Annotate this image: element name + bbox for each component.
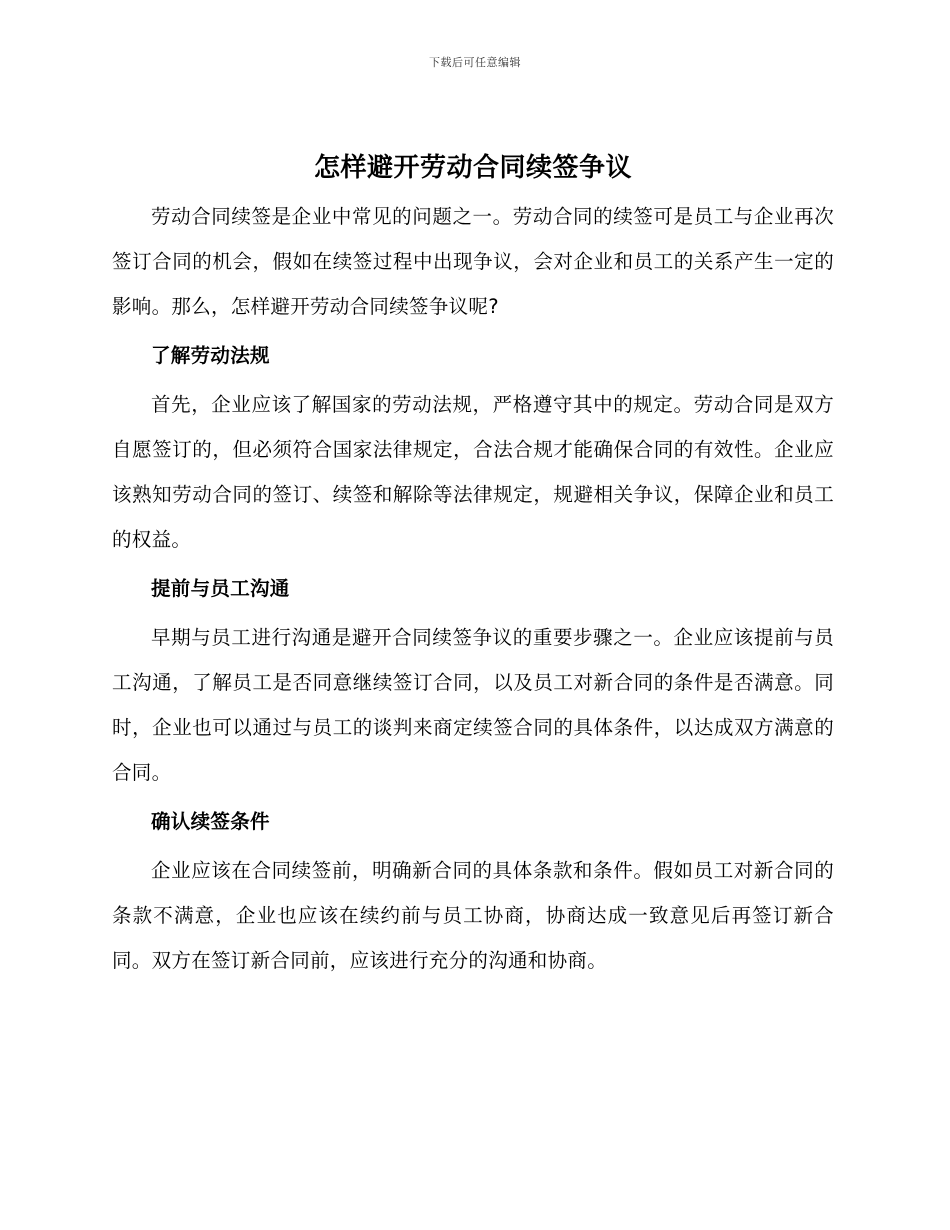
section-heading-conditions: 确认续签条件 (151, 810, 270, 833)
section-body-communication: 早期与员工进行沟通是避开合同续签争议的重要步骤之一。企业应该提前与员工沟通，了解员工是否同意继续签订合同，以及员工对新合同的条件是否满意。同时，企业也可以通过与员工的谈判来商定续签合同的具体条件，以达成双方满意的合同。 (112, 626, 834, 784)
section-heading-laws: 了解劳动法规 (151, 344, 270, 367)
section-body-conditions: 企业应该在合同续签前，明确新合同的具体条款和条件。假如员工对新合同的条款不满意，企业也应该在续约前与员工协商，协商达成一致意见后再签订新合同。双方在签订新合同前，应该进行充分的沟通和协商。 (112, 859, 834, 972)
section-heading-communication: 提前与员工沟通 (151, 577, 290, 600)
document-title: 怎样避开劳动合同续签争议 (313, 153, 632, 183)
header-note: 下载后可任意编辑 (429, 56, 521, 69)
section-body-laws: 首先，企业应该了解国家的劳动法规，严格遵守其中的规定。劳动合同是双方自愿签订的，但必须符合国家法律规定，合法合规才能确保合同的有效性。企业应该熟知劳动合同的签订、续签和解除等法律规定，规避相关争议，保障企业和员工的权益。 (112, 393, 834, 551)
document-content (112, 150, 834, 987)
intro-paragraph: 劳动合同续签是企业中常见的问题之一。劳动合同的续签可是员工与企业再次签订合同的机会，假如在续签过程中出现争议，会对企业和员工的关系产生一定的影响。那么，怎样避开劳动合同续签争议呢? (112, 205, 834, 318)
